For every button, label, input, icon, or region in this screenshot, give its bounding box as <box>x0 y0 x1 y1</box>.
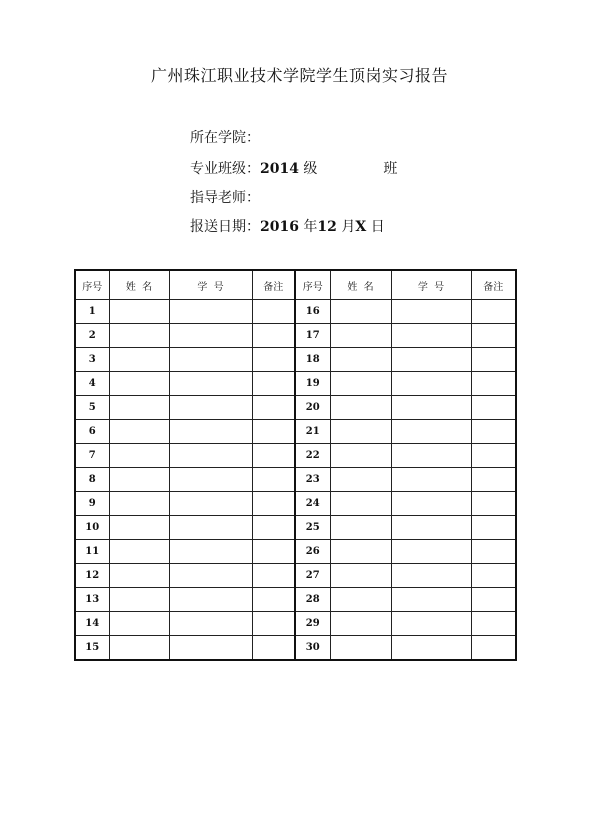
id-left-cell[interactable] <box>169 636 252 661</box>
name-left-cell[interactable] <box>109 372 169 396</box>
name-right-cell[interactable] <box>330 348 391 372</box>
remark-right-cell[interactable] <box>471 468 516 492</box>
id-right-cell[interactable] <box>391 612 471 636</box>
name-right-cell[interactable] <box>330 540 391 564</box>
id-left-cell[interactable] <box>169 348 252 372</box>
class-line <box>190 158 397 178</box>
id-left-cell[interactable] <box>169 492 252 516</box>
remark-right-cell[interactable] <box>471 540 516 564</box>
id-left-cell[interactable] <box>169 372 252 396</box>
seq-right-cell: 19 <box>295 372 330 396</box>
seq-right-cell: 23 <box>295 468 330 492</box>
id-right-cell[interactable] <box>391 444 471 468</box>
id-right-cell[interactable] <box>391 636 471 661</box>
seq-left-cell: 10 <box>75 516 109 540</box>
remark-right-cell[interactable] <box>471 300 516 324</box>
name-right-cell[interactable] <box>330 468 391 492</box>
id-left-cell[interactable] <box>169 612 252 636</box>
seq-left-cell: 8 <box>75 468 109 492</box>
seq-left-cell: 6 <box>75 420 109 444</box>
remark-left-cell[interactable] <box>252 372 295 396</box>
name-left-cell[interactable] <box>109 540 169 564</box>
id-right-cell[interactable] <box>391 564 471 588</box>
table-row <box>75 612 516 636</box>
seq-left-cell: 12 <box>75 564 109 588</box>
seq-right-cell: 22 <box>295 444 330 468</box>
id-right-cell[interactable] <box>391 516 471 540</box>
table-row <box>75 396 516 420</box>
table-row <box>75 492 516 516</box>
id-left-cell[interactable] <box>169 444 252 468</box>
name-left-cell[interactable] <box>109 516 169 540</box>
seq-right-cell: 26 <box>295 540 330 564</box>
name-right-cell[interactable] <box>330 444 391 468</box>
id-left-cell[interactable] <box>169 516 252 540</box>
date-year: 2016 <box>260 219 299 235</box>
remark-left-cell[interactable] <box>252 468 295 492</box>
seq-left-cell: 3 <box>75 348 109 372</box>
remark-left-cell[interactable] <box>252 396 295 420</box>
seq-right-cell: 28 <box>295 588 330 612</box>
table-row <box>75 324 516 348</box>
date-label: 报送日期： <box>190 219 260 235</box>
seq-left-cell: 11 <box>75 540 109 564</box>
header-seq-right: 序号 <box>295 270 330 300</box>
remark-left-cell[interactable] <box>252 612 295 636</box>
advisor-label: 指导老师： <box>190 190 260 206</box>
table-row <box>75 636 516 661</box>
seq-right-cell: 30 <box>295 636 330 661</box>
remark-left-cell[interactable] <box>252 492 295 516</box>
name-right-cell[interactable] <box>330 420 391 444</box>
remark-right-cell[interactable] <box>471 516 516 540</box>
table-row <box>75 444 516 468</box>
name-left-cell[interactable] <box>109 492 169 516</box>
table-row <box>75 516 516 540</box>
id-left-cell[interactable] <box>169 324 252 348</box>
remark-right-cell[interactable] <box>471 420 516 444</box>
seq-right-cell: 29 <box>295 612 330 636</box>
name-left-cell[interactable] <box>109 636 169 661</box>
name-left-cell[interactable] <box>109 324 169 348</box>
remark-right-cell[interactable] <box>471 348 516 372</box>
header-name-left: 姓 名 <box>109 270 169 300</box>
remark-left-cell[interactable] <box>252 324 295 348</box>
header-seq-left: 序号 <box>75 270 109 300</box>
name-right-cell[interactable] <box>330 324 391 348</box>
class-label: 专业班级： <box>190 161 260 177</box>
id-right-cell[interactable] <box>391 348 471 372</box>
table-row <box>75 588 516 612</box>
id-right-cell[interactable] <box>391 492 471 516</box>
remark-right-cell[interactable] <box>471 444 516 468</box>
seq-left-cell: 7 <box>75 444 109 468</box>
student-roster-table <box>74 269 517 661</box>
remark-left-cell[interactable] <box>252 444 295 468</box>
remark-right-cell[interactable] <box>471 396 516 420</box>
name-right-cell[interactable] <box>330 564 391 588</box>
table-row <box>75 348 516 372</box>
remark-left-cell[interactable] <box>252 420 295 444</box>
class-suffix: 班 <box>383 161 398 177</box>
name-left-cell[interactable] <box>109 300 169 324</box>
date-month: 12 <box>317 219 337 235</box>
seq-right-cell: 24 <box>295 492 330 516</box>
seq-left-cell: 5 <box>75 396 109 420</box>
report-title: 广州珠江职业技术学院学生顶岗实习报告 <box>150 66 448 85</box>
name-right-cell[interactable] <box>330 636 391 661</box>
seq-left-cell: 1 <box>75 300 109 324</box>
remark-left-cell[interactable] <box>252 564 295 588</box>
date-year-unit: 年 <box>303 219 318 235</box>
seq-right-cell: 16 <box>295 300 330 324</box>
seq-right-cell: 21 <box>295 420 330 444</box>
id-right-cell[interactable] <box>391 420 471 444</box>
name-left-cell[interactable] <box>109 468 169 492</box>
header-remark-right: 备注 <box>471 270 516 300</box>
table-row <box>75 540 516 564</box>
name-right-cell[interactable] <box>330 588 391 612</box>
date-day: X <box>355 219 367 235</box>
remark-right-cell[interactable] <box>471 492 516 516</box>
class-grade-suffix: 级 <box>303 161 318 177</box>
name-right-cell[interactable] <box>330 516 391 540</box>
header-id-left: 学 号 <box>169 270 252 300</box>
seq-left-cell: 15 <box>75 636 109 661</box>
seq-left-cell: 4 <box>75 372 109 396</box>
name-left-cell[interactable] <box>109 564 169 588</box>
table-row <box>75 420 516 444</box>
remark-right-cell[interactable] <box>471 372 516 396</box>
remark-right-cell[interactable] <box>471 588 516 612</box>
remark-right-cell[interactable] <box>471 612 516 636</box>
name-left-cell[interactable] <box>109 588 169 612</box>
name-left-cell[interactable] <box>109 396 169 420</box>
remark-right-cell[interactable] <box>471 636 516 661</box>
remark-left-cell[interactable] <box>252 300 295 324</box>
table-header-row <box>75 270 516 300</box>
remark-left-cell[interactable] <box>252 540 295 564</box>
name-right-cell[interactable] <box>330 492 391 516</box>
id-right-cell[interactable] <box>391 396 471 420</box>
date-month-unit: 月 <box>341 219 356 235</box>
id-right-cell[interactable] <box>391 372 471 396</box>
seq-left-cell: 14 <box>75 612 109 636</box>
seq-right-cell: 27 <box>295 564 330 588</box>
header-remark-left: 备注 <box>252 270 295 300</box>
remark-left-cell[interactable] <box>252 516 295 540</box>
date-line <box>190 216 385 236</box>
name-right-cell[interactable] <box>330 300 391 324</box>
seq-left-cell: 2 <box>75 324 109 348</box>
table-row <box>75 564 516 588</box>
remark-right-cell[interactable] <box>471 324 516 348</box>
seq-left-cell: 13 <box>75 588 109 612</box>
table-row <box>75 300 516 324</box>
header-id-right: 学 号 <box>391 270 471 300</box>
date-day-unit: 日 <box>370 219 385 235</box>
id-left-cell[interactable] <box>169 588 252 612</box>
remark-left-cell[interactable] <box>252 348 295 372</box>
id-left-cell[interactable] <box>169 420 252 444</box>
seq-right-cell: 17 <box>295 324 330 348</box>
id-right-cell[interactable] <box>391 588 471 612</box>
name-left-cell[interactable] <box>109 444 169 468</box>
class-grade: 2014 <box>260 161 299 177</box>
seq-right-cell: 20 <box>295 396 330 420</box>
id-left-cell[interactable] <box>169 540 252 564</box>
name-left-cell[interactable] <box>109 348 169 372</box>
name-right-cell[interactable] <box>330 612 391 636</box>
seq-right-cell: 18 <box>295 348 330 372</box>
id-left-cell[interactable] <box>169 564 252 588</box>
table-row <box>75 372 516 396</box>
name-left-cell[interactable] <box>109 612 169 636</box>
header-name-right: 姓 名 <box>330 270 391 300</box>
id-right-cell[interactable] <box>391 300 471 324</box>
remark-right-cell[interactable] <box>471 564 516 588</box>
remark-left-cell[interactable] <box>252 636 295 661</box>
name-right-cell[interactable] <box>330 372 391 396</box>
name-right-cell[interactable] <box>330 396 391 420</box>
id-left-cell[interactable] <box>169 468 252 492</box>
id-right-cell[interactable] <box>391 468 471 492</box>
id-left-cell[interactable] <box>169 300 252 324</box>
seq-right-cell: 25 <box>295 516 330 540</box>
remark-left-cell[interactable] <box>252 588 295 612</box>
id-left-cell[interactable] <box>169 396 252 420</box>
college-label: 所在学院： <box>190 130 260 146</box>
college-line <box>190 127 260 147</box>
advisor-line <box>190 187 260 207</box>
id-right-cell[interactable] <box>391 324 471 348</box>
seq-left-cell: 9 <box>75 492 109 516</box>
name-left-cell[interactable] <box>109 420 169 444</box>
id-right-cell[interactable] <box>391 540 471 564</box>
table-row <box>75 468 516 492</box>
